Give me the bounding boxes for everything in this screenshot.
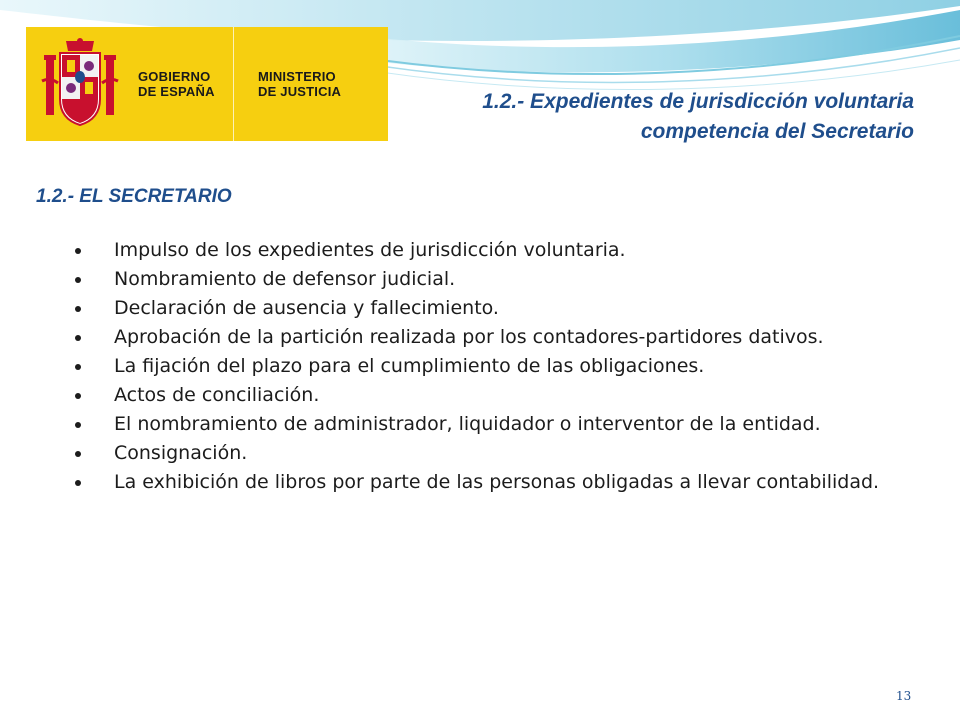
list-item — [72, 265, 932, 294]
list-item — [72, 410, 932, 439]
list-item-text: Actos de conciliación. — [114, 384, 320, 406]
bullet-icon — [75, 364, 81, 370]
page-number: 13 — [896, 689, 912, 703]
bullet-icon — [75, 335, 81, 341]
section-heading: 1.2.- EL SECRETARIO — [36, 186, 232, 207]
list-item-text: La exhibición de libros por parte de las personas obligadas a llevar contabilidad. — [114, 471, 880, 493]
government-logo — [26, 27, 388, 141]
list-item — [72, 381, 932, 410]
list-item — [72, 323, 932, 352]
list-item-text: Declaración de ausencia y fallecimiento. — [114, 297, 499, 319]
list-item-text: El nombramiento de administrador, liquidador o interventor de la entidad. — [114, 413, 821, 435]
list-item — [72, 352, 932, 381]
coat-of-arms-icon — [40, 37, 120, 131]
logo-divider — [233, 27, 234, 141]
list-item-text: Impulso de los expedientes de jurisdicción voluntaria. — [114, 239, 626, 261]
logo-text-de-espana: DE ESPAÑA — [138, 84, 215, 99]
slide-title-line-1: 1.2.- Expedientes de jurisdicción voluntaria — [482, 90, 914, 113]
list-item-text: Aprobación de la partición realizada por los contadores-partidores dativos. — [114, 326, 824, 348]
list-item-text: Nombramiento de defensor judicial. — [114, 268, 456, 290]
bullet-icon — [75, 393, 81, 399]
logo-text-gobierno: GOBIERNO — [138, 69, 211, 84]
bullet-icon — [75, 306, 81, 312]
slide-title — [482, 87, 914, 147]
logo-text-de-justicia: DE JUSTICIA — [258, 84, 342, 99]
bullet-icon — [75, 422, 81, 428]
bullet-icon — [75, 277, 81, 283]
bullet-icon — [75, 480, 81, 486]
list-item — [72, 468, 932, 497]
list-item-text: La fijación del plazo para el cumplimiento de las obligaciones. — [114, 355, 705, 377]
slide-title-line-2: competencia del Secretario — [640, 120, 914, 143]
bullet-icon — [75, 451, 81, 457]
bullet-list — [72, 236, 932, 497]
logo-text-ministerio: MINISTERIO — [258, 69, 336, 84]
list-item-text: Consignación. — [114, 442, 248, 464]
list-item — [72, 294, 932, 323]
bullet-icon — [75, 248, 81, 254]
list-item — [72, 439, 932, 468]
list-item — [72, 236, 932, 265]
